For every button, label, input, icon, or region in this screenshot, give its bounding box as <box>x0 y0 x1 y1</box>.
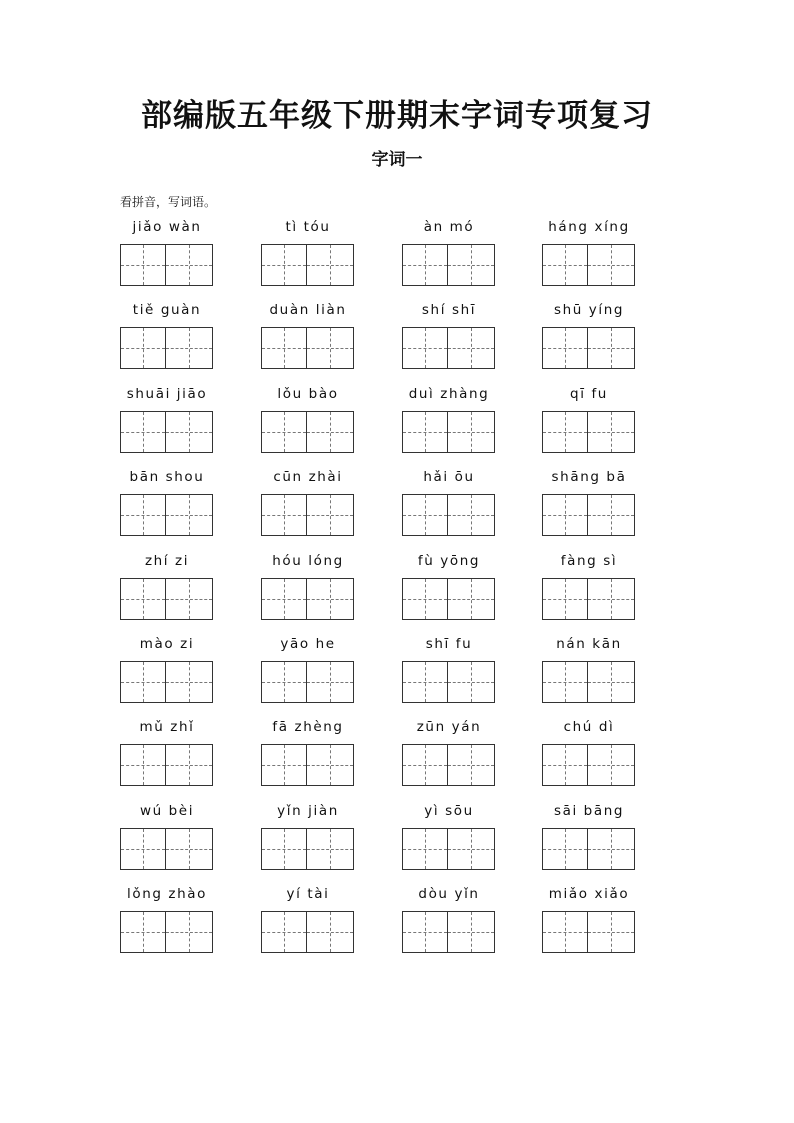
writing-boxes <box>402 578 495 620</box>
writing-cell[interactable] <box>402 661 448 703</box>
writing-cell[interactable] <box>402 494 448 536</box>
writing-boxes <box>261 578 354 620</box>
word-item <box>261 884 355 953</box>
writing-boxes <box>261 744 354 786</box>
pinyin-label: jiǎo wàn <box>132 219 202 235</box>
word-item <box>542 300 636 369</box>
writing-cell[interactable] <box>448 411 495 453</box>
writing-boxes <box>542 661 635 703</box>
word-item <box>402 384 496 453</box>
writing-boxes <box>120 411 213 453</box>
exercise-row <box>120 801 636 884</box>
pinyin-label: zhí zi <box>144 552 190 569</box>
word-item <box>120 634 214 703</box>
pinyin-label: lǒu bào <box>277 385 339 402</box>
writing-boxes <box>120 661 213 703</box>
writing-boxes <box>402 911 495 953</box>
word-item <box>261 551 355 620</box>
pinyin-label: bān shou <box>129 469 205 486</box>
writing-cell[interactable] <box>402 411 448 453</box>
pinyin-label: qī fu <box>570 385 608 402</box>
word-item <box>402 217 496 286</box>
word-item <box>120 884 214 953</box>
writing-cell[interactable] <box>542 578 588 620</box>
writing-cell[interactable] <box>261 744 307 786</box>
exercise-instruction: 看拼音，写词语。 <box>120 195 217 209</box>
writing-boxes <box>402 828 495 870</box>
writing-cell[interactable] <box>307 327 354 369</box>
writing-cell[interactable] <box>307 411 354 453</box>
pinyin-label: yǐn jiàn <box>277 802 339 819</box>
writing-cell[interactable] <box>542 411 588 453</box>
writing-cell[interactable] <box>588 411 635 453</box>
writing-cell[interactable] <box>402 327 448 369</box>
word-item <box>120 551 214 620</box>
writing-cell[interactable] <box>448 578 495 620</box>
word-item <box>120 801 214 870</box>
writing-cell[interactable] <box>588 911 635 953</box>
writing-cell[interactable] <box>448 494 495 536</box>
writing-boxes <box>120 828 213 870</box>
word-item <box>120 717 214 786</box>
word-item <box>402 884 496 953</box>
exercise-row <box>120 300 636 383</box>
writing-boxes <box>542 578 635 620</box>
writing-boxes <box>120 327 213 369</box>
writing-boxes <box>402 411 495 453</box>
word-item <box>542 551 636 620</box>
writing-cell[interactable] <box>120 244 166 286</box>
writing-cell[interactable] <box>307 828 354 870</box>
pinyin-label: tì tóu <box>285 219 331 235</box>
writing-boxes <box>261 327 354 369</box>
word-item <box>402 300 496 369</box>
writing-boxes <box>402 494 495 536</box>
word-item <box>120 300 214 369</box>
writing-cell[interactable] <box>542 327 588 369</box>
word-item <box>402 551 496 620</box>
pinyin-label: wú bèi <box>139 802 195 819</box>
exercise-row <box>120 384 636 467</box>
writing-boxes <box>542 494 635 536</box>
exercise-row <box>120 217 636 300</box>
writing-cell[interactable] <box>261 244 307 286</box>
word-item <box>542 634 636 703</box>
word-item <box>261 717 355 786</box>
writing-boxes <box>120 911 213 953</box>
writing-cell[interactable] <box>542 244 588 286</box>
writing-cell[interactable] <box>261 327 307 369</box>
word-item <box>261 384 355 453</box>
pinyin-label: shuāi jiāo <box>126 385 208 402</box>
pinyin-label: hǎi ōu <box>423 469 475 486</box>
pinyin-label: zūn yán <box>416 719 482 736</box>
writing-cell[interactable] <box>166 911 213 953</box>
writing-boxes <box>120 578 213 620</box>
writing-boxes <box>120 244 213 286</box>
pinyin-label: shī fu <box>425 635 473 652</box>
word-item <box>261 801 355 870</box>
section-subtitle: 字词一 <box>371 150 423 170</box>
exercise-row <box>120 551 636 634</box>
exercise-row <box>120 884 636 967</box>
writing-boxes <box>120 494 213 536</box>
writing-cell[interactable] <box>542 911 588 953</box>
exercise-row <box>120 717 636 800</box>
pinyin-label: mǔ zhǐ <box>139 719 195 736</box>
writing-boxes <box>542 411 635 453</box>
exercise-row <box>120 634 636 717</box>
writing-cell[interactable] <box>448 244 495 286</box>
word-item <box>261 217 355 286</box>
writing-cell[interactable] <box>120 494 166 536</box>
writing-boxes <box>542 911 635 953</box>
writing-cell[interactable] <box>448 327 495 369</box>
writing-cell[interactable] <box>588 661 635 703</box>
pinyin-label: chú dì <box>563 719 615 736</box>
writing-cell[interactable] <box>166 494 213 536</box>
writing-boxes <box>261 661 354 703</box>
writing-cell[interactable] <box>588 744 635 786</box>
writing-cell[interactable] <box>542 661 588 703</box>
word-item <box>542 801 636 870</box>
writing-cell[interactable] <box>542 494 588 536</box>
pinyin-label: duàn liàn <box>269 302 347 319</box>
writing-cell[interactable] <box>261 494 307 536</box>
pinyin-label: cūn zhài <box>273 469 343 486</box>
writing-cell[interactable] <box>261 411 307 453</box>
writing-cell[interactable] <box>166 244 213 286</box>
word-item <box>120 217 214 286</box>
pinyin-label: shū yíng <box>553 302 625 319</box>
writing-cell[interactable] <box>261 828 307 870</box>
pinyin-label: yì sōu <box>424 802 474 819</box>
writing-cell[interactable] <box>588 578 635 620</box>
pinyin-label: fù yōng <box>417 552 481 569</box>
pinyin-label: nán kān <box>556 635 622 652</box>
pinyin-label: yāo he <box>280 635 336 652</box>
writing-cell[interactable] <box>588 244 635 286</box>
writing-cell[interactable] <box>448 744 495 786</box>
pinyin-label: tiě guàn <box>132 302 202 319</box>
pinyin-label: lǒng zhào <box>126 886 207 903</box>
writing-cell[interactable] <box>307 494 354 536</box>
writing-boxes <box>542 828 635 870</box>
writing-cell[interactable] <box>448 661 495 703</box>
writing-cell[interactable] <box>402 744 448 786</box>
exercise-row <box>120 467 636 550</box>
pinyin-label: duì zhàng <box>408 385 490 402</box>
writing-cell[interactable] <box>120 911 166 953</box>
writing-cell[interactable] <box>261 578 307 620</box>
writing-cell[interactable] <box>166 327 213 369</box>
pinyin-label: mào zi <box>139 635 195 652</box>
pinyin-label: fā zhèng <box>272 719 344 736</box>
writing-cell[interactable] <box>166 578 213 620</box>
writing-boxes <box>261 244 354 286</box>
writing-boxes <box>402 327 495 369</box>
writing-cell[interactable] <box>402 828 448 870</box>
writing-boxes <box>542 244 635 286</box>
writing-boxes <box>402 661 495 703</box>
pinyin-label: dòu yǐn <box>418 886 480 903</box>
page-title: 部编版五年级下册期末字词专项复习 <box>141 98 653 134</box>
word-item <box>542 467 636 536</box>
word-item <box>261 300 355 369</box>
word-item <box>402 801 496 870</box>
writing-cell[interactable] <box>542 828 588 870</box>
writing-cell[interactable] <box>402 911 448 953</box>
word-item <box>402 634 496 703</box>
writing-cell[interactable] <box>588 494 635 536</box>
writing-cell[interactable] <box>120 828 166 870</box>
word-item <box>120 467 214 536</box>
pinyin-label: fàng sì <box>560 552 618 569</box>
pinyin-label: shí shī <box>421 302 477 319</box>
writing-cell[interactable] <box>120 744 166 786</box>
pinyin-label: yí tài <box>286 886 330 903</box>
writing-cell[interactable] <box>448 911 495 953</box>
exercise-grid <box>120 217 636 968</box>
pinyin-label: hóu lóng <box>272 552 344 569</box>
writing-cell[interactable] <box>166 744 213 786</box>
word-item <box>402 717 496 786</box>
writing-boxes <box>261 828 354 870</box>
writing-boxes <box>120 744 213 786</box>
writing-cell[interactable] <box>166 661 213 703</box>
pinyin-label: miǎo xiǎo <box>548 886 630 903</box>
pinyin-label: àn mó <box>423 219 475 235</box>
writing-cell[interactable] <box>120 327 166 369</box>
writing-cell[interactable] <box>120 661 166 703</box>
pinyin-label: shāng bā <box>551 469 627 486</box>
word-item <box>542 717 636 786</box>
word-item <box>261 467 355 536</box>
writing-cell[interactable] <box>542 744 588 786</box>
word-item <box>542 384 636 453</box>
writing-cell[interactable] <box>402 244 448 286</box>
writing-cell[interactable] <box>448 828 495 870</box>
writing-cell[interactable] <box>307 244 354 286</box>
pinyin-label: sāi bāng <box>553 802 625 819</box>
pinyin-label: háng xíng <box>548 219 630 235</box>
writing-cell[interactable] <box>402 578 448 620</box>
writing-cell[interactable] <box>307 661 354 703</box>
writing-cell[interactable] <box>307 911 354 953</box>
writing-cell[interactable] <box>588 828 635 870</box>
word-item <box>120 384 214 453</box>
writing-boxes <box>542 744 635 786</box>
writing-boxes <box>542 327 635 369</box>
writing-cell[interactable] <box>307 744 354 786</box>
writing-cell[interactable] <box>120 578 166 620</box>
writing-cell[interactable] <box>307 578 354 620</box>
writing-cell[interactable] <box>166 411 213 453</box>
writing-cell[interactable] <box>261 911 307 953</box>
writing-boxes <box>402 744 495 786</box>
writing-cell[interactable] <box>588 327 635 369</box>
writing-boxes <box>261 494 354 536</box>
word-item <box>261 634 355 703</box>
writing-cell[interactable] <box>261 661 307 703</box>
word-item <box>402 467 496 536</box>
writing-cell[interactable] <box>120 411 166 453</box>
writing-boxes <box>402 244 495 286</box>
writing-boxes <box>261 411 354 453</box>
word-item <box>542 884 636 953</box>
word-item <box>542 217 636 286</box>
writing-cell[interactable] <box>166 828 213 870</box>
writing-boxes <box>261 911 354 953</box>
